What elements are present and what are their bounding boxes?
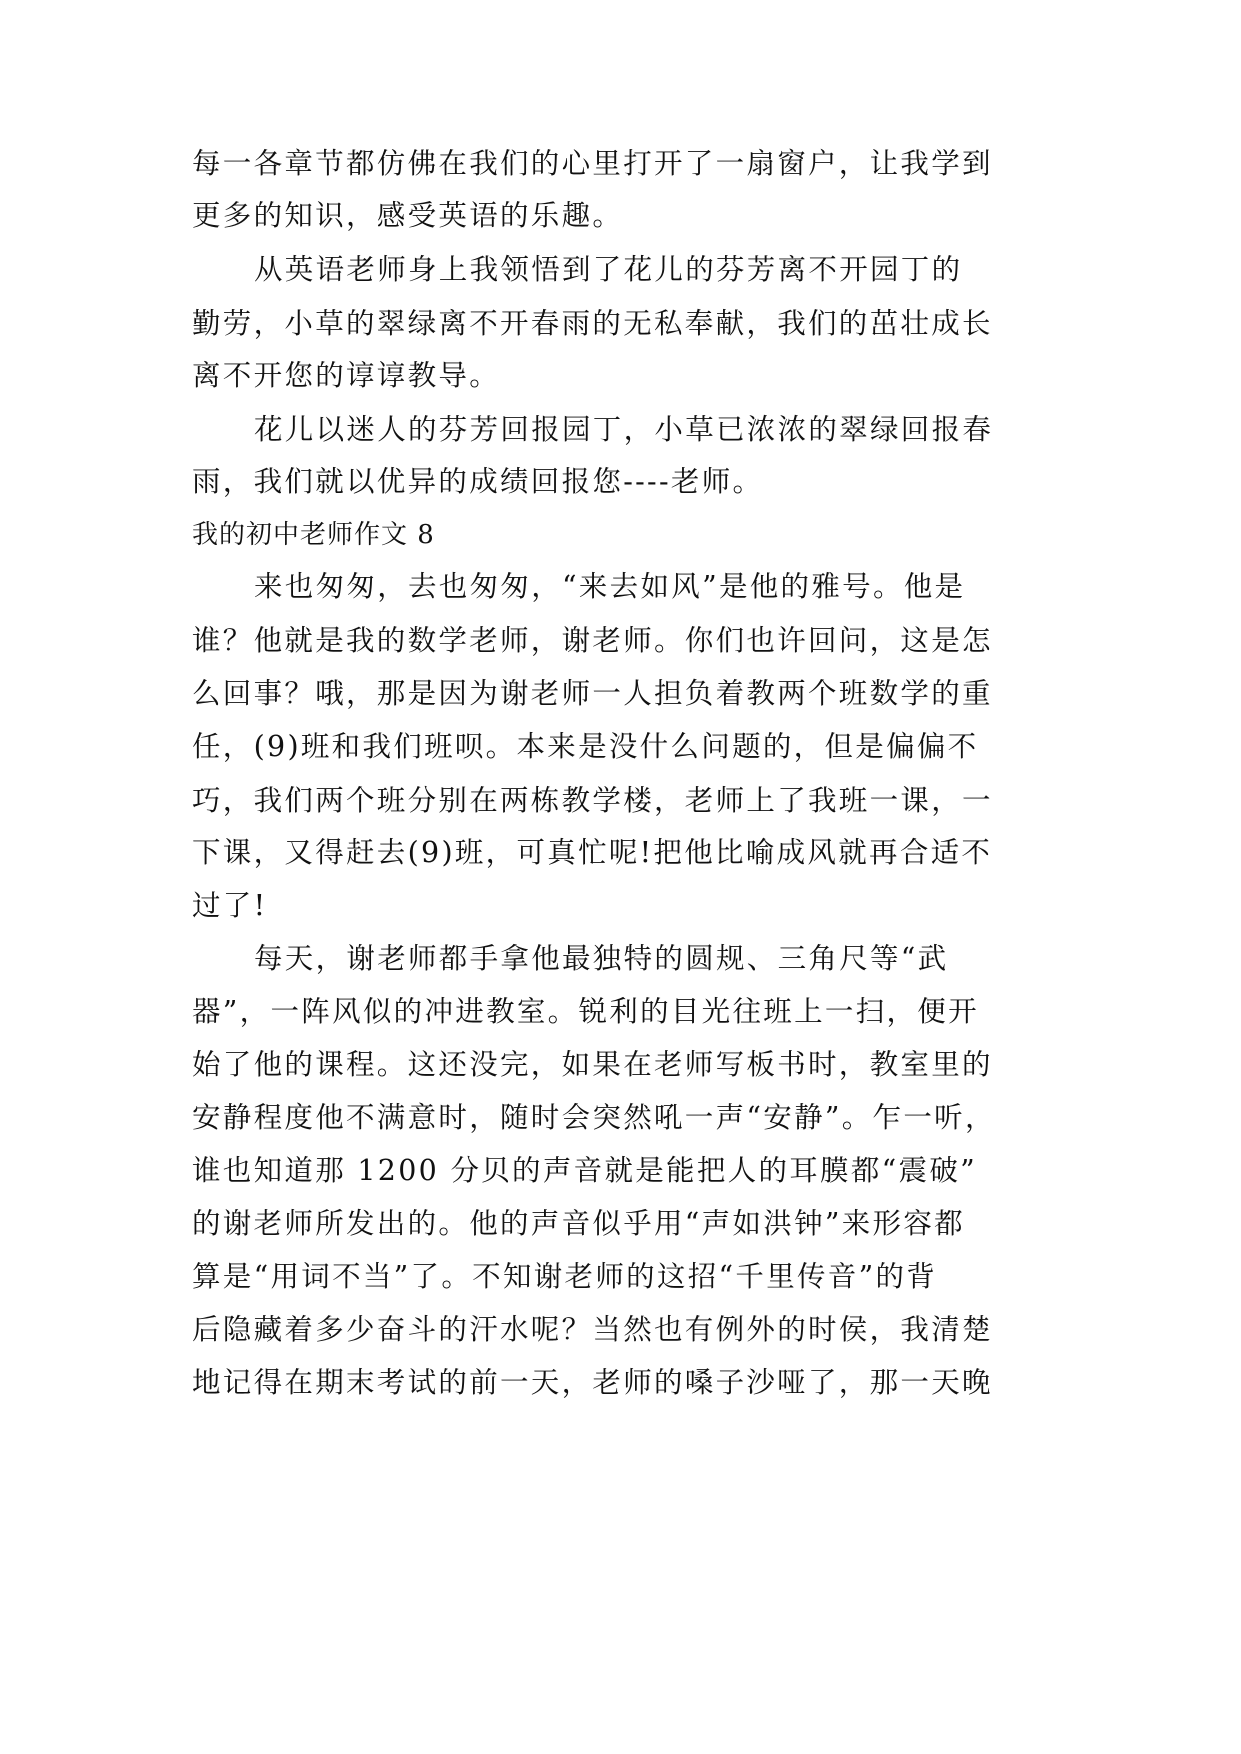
text-line: 器”，一阵风似的冲进教室。锐利的目光往班上一扫，便开 [192,995,979,1028]
text-line: 地记得在期末考试的前一天，老师的嗓子沙哑了，那一天晚 [192,1366,993,1399]
paragraph-first-line: 来也匆匆，去也匆匆，“来去如风”是他的雅号。他是 [254,570,966,603]
text-line: 勤劳，小草的翠绿离不开春雨的无私奉献，我们的茁壮成长 [192,307,993,340]
text-line: 巧，我们两个班分别在两栋教学楼，老师上了我班一课，一 [192,784,993,817]
text-line: 的谢老师所发出的。他的声音似乎用“声如洪钟”来形容都 [192,1207,965,1240]
text-line: 后隐藏着多少奋斗的汗水呢？当然也有例外的时侯，我清楚 [192,1313,993,1346]
text-line: 安静程度他不满意时，随时会突然吼一声“安静”。乍一听， [192,1101,996,1134]
text-line: 么回事？哦，那是因为谢老师一人担负着教两个班数学的重 [192,677,993,710]
paragraph-first-line: 每天，谢老师都手拿他最独特的圆规、三角尺等“武 [254,942,949,975]
text-line: 离不开您的谆谆教导。 [192,359,501,392]
text-line: 下课，又得赶去(9)班，可真忙呢!把他比喻成风就再合适不 [192,836,993,869]
text-line: 谁也知道那 1200 分贝的声音就是能把人的耳膜都“震破” [192,1154,977,1187]
text-line: 过了! [192,889,268,922]
text-line: 算是“用词不当”了。不知谢老师的这招“千里传音”的背 [192,1260,938,1293]
section-heading: 我的初中老师作文 8 [192,520,435,550]
text-line: 始了他的课程。这还没完，如果在老师写板书时，教室里的 [192,1048,993,1081]
text-line: 雨，我们就以优异的成绩回报您----老师。 [192,465,764,498]
text-line: 更多的知识，感受英语的乐趣。 [192,199,624,232]
text-line: 谁？他就是我的数学老师，谢老师。你们也许回问，这是怎 [192,624,993,657]
paragraph-first-line: 从英语老师身上我领悟到了花儿的芬芳离不开园丁的 [254,253,963,286]
text-line: 任，(9)班和我们班呗。本来是没什么问题的，但是偏偏不 [192,730,979,763]
text-line: 每一各章节都仿佛在我们的心里打开了一扇窗户，让我学到 [192,147,993,180]
paragraph-first-line: 花儿以迷人的芬芳回报园丁，小草已浓浓的翠绿回报春 [254,413,994,446]
